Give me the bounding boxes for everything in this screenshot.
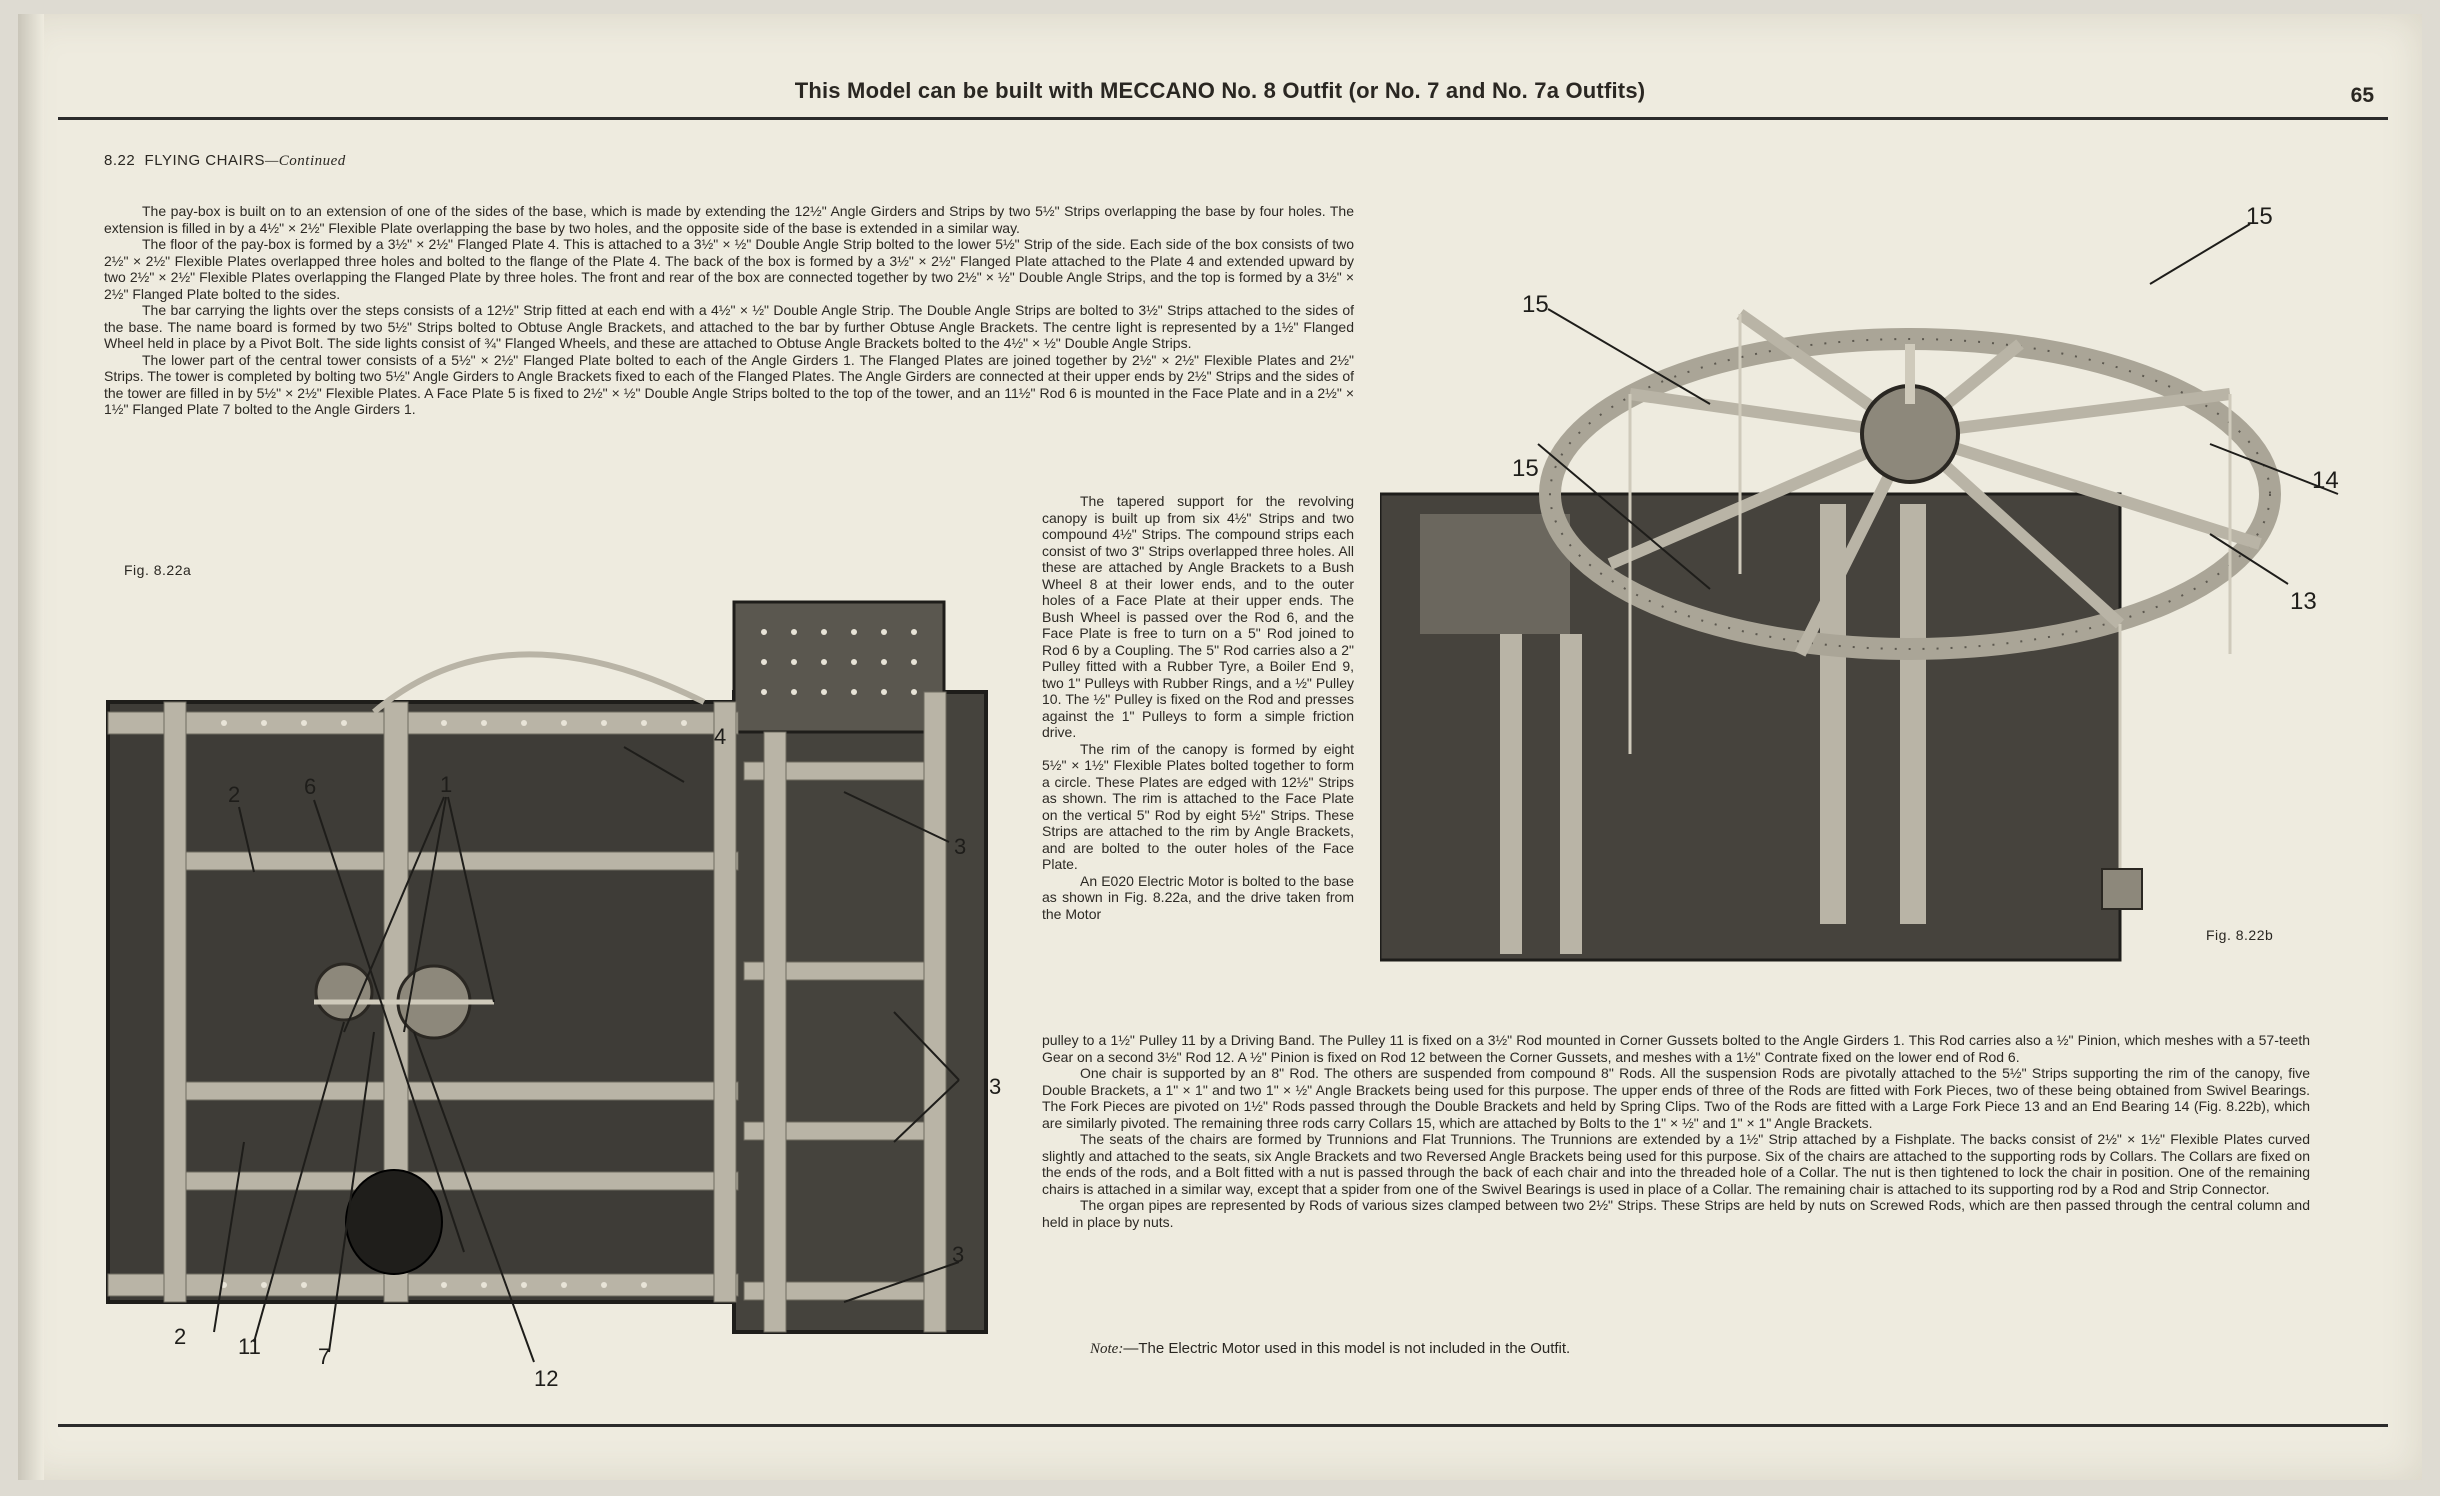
- section-number: 8.22: [104, 152, 136, 169]
- paragraph: The floor of the pay-box is formed by a 3½" × 2½" Flanged Plate 4. This is attached to a 3½" × ½" Double Angle Strip bolted to the lower 5½" Strip of the side. Each side of the box consists of two 2½" × 2½" Flexible Plates overlapped three holes and bolted to the flange of the Plate 4. The back of the box is formed by a 3½" × 2½" Flanged Plate attached to the Plate 4 and extended upward by two 2½" × 2½" Flexible Plates overlapping the Flanged Plate by three holes. The front and rear of the box are connected together by two 2½" × ½" Double Angle Strips, and the top is formed by a 3½" × 2½" Flanged Plate bolted to the sides.: [104, 236, 1354, 302]
- chair: [2102, 869, 2142, 909]
- section-heading: [104, 152, 346, 170]
- figure-caption: Fig. 8.22b: [2206, 927, 2274, 943]
- callout-2-top: 2: [228, 782, 241, 807]
- callout-7: 7: [318, 1344, 331, 1369]
- figure-caption: Fig. 8.22a: [124, 562, 192, 578]
- callout-1: 1: [440, 772, 453, 797]
- callout-15-top: 15: [2246, 203, 2273, 230]
- paragraph: One chair is supported by an 8" Rod. The others are suspended from compound 8" Rods. All the suspension Rods are pivotally attached to the 5½" Strips supporting the rim of the canopy, five Double Brackets, a 1" × 1" and two 1" × ½" Angle Brackets being used for this purpose. The upper ends of three of the Rods are fitted with Fork Pieces, two of these being obtained from Swivel Bearings. The Fork Pieces are pivoted on 1½" Rods passed through the Double Brackets and held by Spring Clips. Two of the Rods are fitted with a Large Fork Piece 13 and an End Bearing 14 (Fig. 8.22b), which are similarly pivoted. The remaining three rods carry Collars 15, which are attached by Bolts to the 1" × ½" and 1" × 1" Angle Brackets.: [1042, 1065, 2310, 1131]
- callout-3-top: 3: [954, 834, 967, 859]
- paragraph: pulley to a 1½" Pulley 11 by a Driving Band. The Pulley 11 is fixed on a 3½" Rod mounted in Corner Gussets bolted to the Angle Girders 1. This Rod carries also a ½" Pinion, which meshes with a 57-teeth Gear on a second 3½" Rod 12. A ½" Pinion is fixed on Rod 12 between the Corner Gussets, and meshes with a 1½" Contrate fixed on the lower end of Rod 6.: [1042, 1032, 2310, 1065]
- callout-6: 6: [304, 774, 317, 799]
- electric-motor: [346, 1170, 442, 1274]
- figure-8-22b: [1380, 194, 2360, 974]
- callout-2-bottom: 2: [174, 1324, 187, 1349]
- callout-11: 11: [238, 1334, 261, 1359]
- note-text: —The Electric Motor used in this model is not included in the Outfit.: [1123, 1340, 1571, 1357]
- paragraph: The tapered support for the revolving canopy is built up from six 4½" Strips and two compound 4½" Strips. The compound strips each consist of two 3" Strips overlapped three holes. All these are attached by Angle Brackets to a Bush Wheel 8 at their lower ends, and to the outer holes of a Face Plate at their upper ends. The Bush Wheel is passed over the Rod 6, and the Face Plate is free to turn on a 5" Rod joined to Rod 6 by a Coupling. The 5" Rod carries also a 2" Pulley fitted with a Rubber Tyre, a Boiler End 9, two 1" Pulleys with Rubber Rings, and a ½" Pulley 10. The ½" Pulley is fixed on the Rod and presses against the 1" Pulleys to form a simple friction drive.: [1042, 493, 1354, 740]
- page-spine-shadow: [18, 14, 44, 1480]
- callout-4: 4: [714, 724, 727, 749]
- pulley: [316, 964, 372, 1020]
- callout-3-mid: 3: [989, 1074, 1002, 1099]
- note-label: Note:: [1090, 1341, 1124, 1357]
- intro-text: [104, 203, 1354, 418]
- pay-box-photo: [1420, 514, 1570, 634]
- paragraph: The seats of the chairs are formed by Trunnions and Flat Trunnions. The Trunnions are extended by a 1½" Strip attached by a Fishplate. The backs consist of 2½" × 1½" Flexible Plates curved slightly and attached to the seats, six Angle Brackets and two Reversed Angle Brackets being used for this purpose. Six of the chairs are attached to the supporting rods by Collars. The Collars are fixed on the ends of the rods, and a Bolt fitted with a nut is passed through the back of each chair and into the threaded hole of a Collar. The nut is then tightened to lock the chair in position. One of the remaining chairs is attached in a similar way, except that a spider from one of the Swivel Bearings is used in place of a Collar. The remaining chair is attached to its supporting rod by a Rod and Strip Connector.: [1042, 1131, 2310, 1197]
- callout-12: 12: [534, 1366, 559, 1391]
- paragraph: The bar carrying the lights over the steps consists of a 12½" Strip fitted at each end with a 4½" × ½" Double Angle Strip. The Double Angle Strips are bolted to 3½" Strips attached to the sides of the base. The name board is formed by two 5½" Strips bolted to Obtuse Angle Brackets, and attached to the bar by further Obtuse Angle Brackets. The centre light is represented by a 1½" Flanged Wheel held in place by a Pivot Bolt. The side lights consist of ¾" Flanged Wheels, and these are attached to Obtuse Angle Brackets bolted to the 4½" × ½" Double Angle Strips.: [104, 302, 1354, 351]
- canopy-photo: [1380, 194, 2360, 974]
- paragraph: An E020 Electric Motor is bolted to the base as shown in Fig. 8.22a, and the drive taken from the Motor: [1042, 872, 1354, 922]
- page-number: 65: [2350, 84, 2374, 107]
- section-continued: —Continued: [264, 153, 346, 169]
- manual-page: [18, 14, 2422, 1480]
- note: [1090, 1340, 1570, 1358]
- section-title: FLYING CHAIRS: [144, 152, 265, 169]
- central-rod: [1905, 344, 1915, 404]
- paragraph: The rim of the canopy is formed by eight 5½" × 1½" Flexible Plates bolted together to form a circle. These Plates are edged with 12½" Strips as shown. The rim is attached to the Face Plate on the vertical 5" Rod by eight 5½" Strips. These Strips are attached to the rim by Angle Brackets, and are bolted to the outer holes of the Face Plate.: [1042, 740, 1354, 872]
- lower-text: [1042, 1032, 2310, 1230]
- figure-8-22a: [104, 562, 1024, 1392]
- header-rule: [58, 117, 2388, 120]
- middle-column-text: [1042, 493, 1354, 922]
- footer-rule: [58, 1424, 2388, 1427]
- callout-13: 13: [2290, 588, 2317, 615]
- base-photo: [104, 562, 1024, 1392]
- paragraph: The pay-box is built on to an extension of one of the sides of the base, which is made by extending the 12½" Angle Girders and Strips by two 5½" Strips overlapping the base by four holes. The extension is filled in by a 4½" × 2½" Flexible Plate overlapping the base by two holes, and the opposite side of the base is extended in a similar way.: [104, 203, 1354, 236]
- callout-3-bottom: 3: [952, 1242, 965, 1267]
- callout-15-lower: 15: [1512, 455, 1539, 482]
- paragraph: The lower part of the central tower consists of a 5½" × 2½" Flanged Plate bolted to each of the Angle Girders 1. The Flanged Plates are joined together by 2½" × 2½" Flexible Plates and 2½" Strips. The tower is completed by bolting two 5½" Angle Girders to Angle Brackets fixed to each of the Flanged Plates. The Angle Girders are connected at their upper ends by 2½" Strips and the sides of the tower are filled in by 5½" × 2½" Flexible Plates. A Face Plate 5 is fixed to 2½" × ½" Double Angle Strips bolted to the top of the tower, and an 11½" Rod 6 is mounted in the Face Plate and in a 2½" × 1½" Flanged Plate 7 bolted to the Angle Girders 1.: [104, 351, 1354, 417]
- callout-14: 14: [2312, 467, 2339, 494]
- callout-15-left: 15: [1522, 291, 1549, 318]
- page-header-title: This Model can be built with MECCANO No. 8 Outfit (or No. 7 and No. 7a Outfits): [794, 78, 1646, 103]
- paragraph: The organ pipes are represented by Rods of various sizes clamped between two 2½" Strips. These Strips are held by nuts on Screwed Rods, which are then passed through the central column and held in place by nuts.: [1042, 1197, 2310, 1230]
- pay-box: [734, 602, 944, 732]
